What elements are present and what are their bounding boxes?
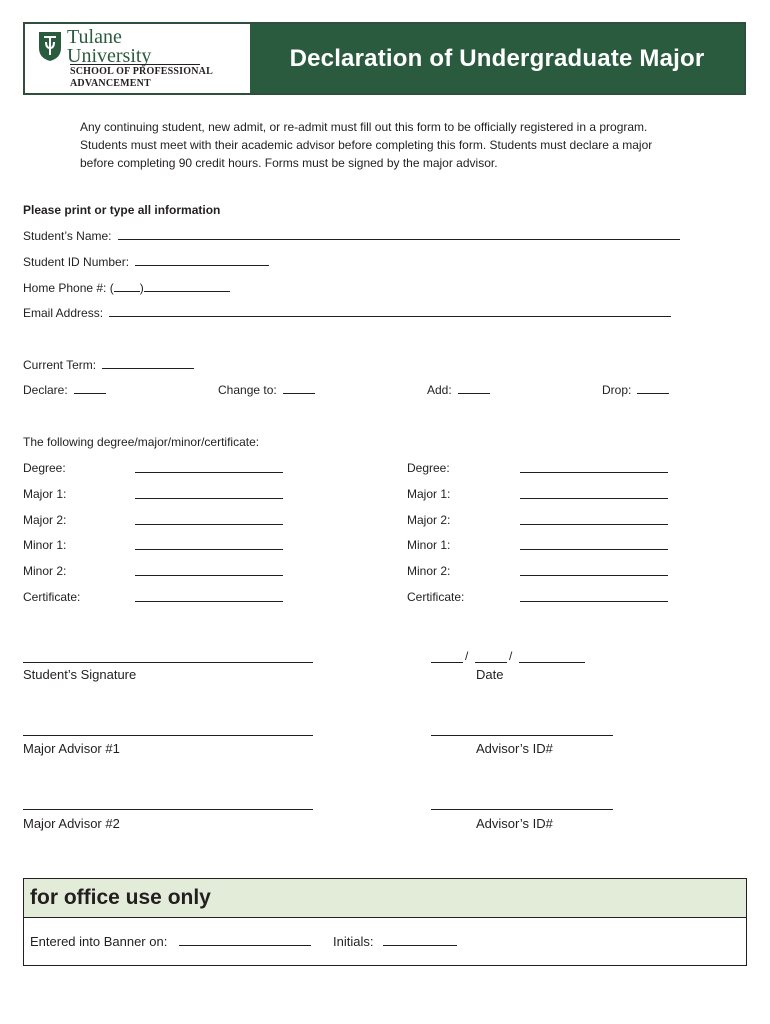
major-advisor-2-signature-line[interactable] (23, 809, 313, 810)
tulane-shield-icon (37, 30, 63, 62)
advisor-id-2-label: Advisor’s ID# (476, 816, 553, 831)
student-id-field[interactable] (135, 255, 269, 266)
student-id-label: Student ID Number: (23, 255, 130, 269)
right-major2-label: Major 2: (407, 513, 451, 527)
left-minor1-label: Minor 1: (23, 538, 67, 552)
print-instruction-heading: Please print or type all information (23, 203, 221, 217)
left-degree-field[interactable] (135, 472, 283, 473)
current-term-row (23, 358, 194, 372)
email-label: Email Address: (23, 306, 104, 320)
drop-label: Drop: (602, 383, 632, 397)
date-year-field[interactable] (519, 662, 585, 663)
school-line-1: SCHOOL OF PROFESSIONAL (70, 66, 213, 77)
initials-field[interactable] (383, 935, 457, 946)
add-field[interactable] (458, 383, 490, 394)
left-major2-label: Major 2: (23, 513, 67, 527)
home-phone-field[interactable] (144, 281, 230, 292)
office-use-box (23, 878, 747, 966)
right-minor1-field[interactable] (520, 549, 668, 550)
left-major1-field[interactable] (135, 498, 283, 499)
degree-intro: The following degree/major/minor/certificate: (23, 435, 260, 449)
university-line-2: University (67, 45, 152, 67)
right-major2-field[interactable] (520, 524, 668, 525)
major-advisor-1-label: Major Advisor #1 (23, 741, 120, 756)
right-certificate-field[interactable] (520, 601, 668, 602)
student-signature-label: Student’s Signature (23, 667, 137, 682)
date-month-field[interactable] (431, 662, 463, 663)
university-line-1: Tulane (67, 26, 122, 48)
major-advisor-2-label: Major Advisor #2 (23, 816, 120, 831)
email-row (23, 306, 671, 320)
current-term-label: Current Term: (23, 358, 97, 372)
left-certificate-label: Certificate: (23, 590, 81, 604)
add-row (427, 383, 490, 397)
current-term-field[interactable] (102, 358, 194, 369)
left-degree-label: Degree: (23, 461, 66, 475)
area-code-field[interactable] (114, 281, 140, 292)
declare-field[interactable] (74, 383, 106, 394)
right-degree-label: Degree: (407, 461, 450, 475)
office-use-header (24, 879, 746, 918)
banner-entry-row (30, 934, 311, 949)
drop-row (602, 383, 669, 397)
date-separator-2: / (509, 649, 513, 663)
right-certificate-label: Certificate: (407, 590, 465, 604)
banner-entry-label: Entered into Banner on: (30, 934, 168, 949)
left-major2-field[interactable] (135, 524, 283, 525)
email-field[interactable] (109, 306, 671, 317)
student-signature-line[interactable] (23, 662, 313, 663)
left-minor2-label: Minor 2: (23, 564, 67, 578)
date-label: Date (476, 667, 504, 682)
left-minor2-field[interactable] (135, 575, 283, 576)
form-header (23, 22, 746, 95)
declare-label: Declare: (23, 383, 68, 397)
student-name-label: Student’s Name: (23, 229, 112, 243)
school-line-2: ADVANCEMENT (70, 78, 151, 89)
advisor-id-2-line[interactable] (431, 809, 613, 810)
date-day-field[interactable] (475, 662, 507, 663)
add-label: Add: (427, 383, 452, 397)
date-separator-1: / (465, 649, 469, 663)
intro-paragraph: Any continuing student, new admit, or re-admit must fill out this form to be officially registered in a program. Students must meet with their academic advisor before completing this form. Students must declare a major before completing 90 credit hours. Forms must be signed by the major advisor. (80, 120, 653, 170)
logo-divider (70, 64, 200, 65)
left-major1-label: Major 1: (23, 487, 67, 501)
change-to-label: Change to: (218, 383, 277, 397)
right-major1-label: Major 1: (407, 487, 451, 501)
student-name-field[interactable] (118, 229, 680, 240)
right-degree-field[interactable] (520, 472, 668, 473)
banner-entry-field[interactable] (179, 935, 311, 946)
drop-field[interactable] (637, 383, 669, 394)
advisor-id-1-label: Advisor’s ID# (476, 741, 553, 756)
right-minor2-label: Minor 2: (407, 564, 451, 578)
major-advisor-1-signature-line[interactable] (23, 735, 313, 736)
right-minor1-label: Minor 1: (407, 538, 451, 552)
initials-label: Initials: (333, 934, 374, 949)
left-certificate-field[interactable] (135, 601, 283, 602)
left-minor1-field[interactable] (135, 549, 283, 550)
change-to-field[interactable] (283, 383, 315, 394)
office-use-heading: for office use only (30, 886, 211, 909)
advisor-id-1-line[interactable] (431, 735, 613, 736)
home-phone-label: Home Phone #: ( (23, 281, 114, 295)
home-phone-row (23, 281, 230, 295)
form-title: Declaration of Undergraduate Major (289, 44, 705, 72)
student-id-row (23, 255, 269, 269)
change-to-row (218, 383, 315, 397)
student-name-row (23, 229, 680, 243)
right-minor2-field[interactable] (520, 575, 668, 576)
declare-row (23, 383, 106, 397)
tulane-logo (25, 24, 250, 93)
school-name (70, 66, 213, 90)
right-major1-field[interactable] (520, 498, 668, 499)
area-code-close: ) (139, 281, 144, 295)
title-band (250, 24, 744, 93)
university-name (67, 28, 151, 66)
initials-row (333, 934, 457, 949)
